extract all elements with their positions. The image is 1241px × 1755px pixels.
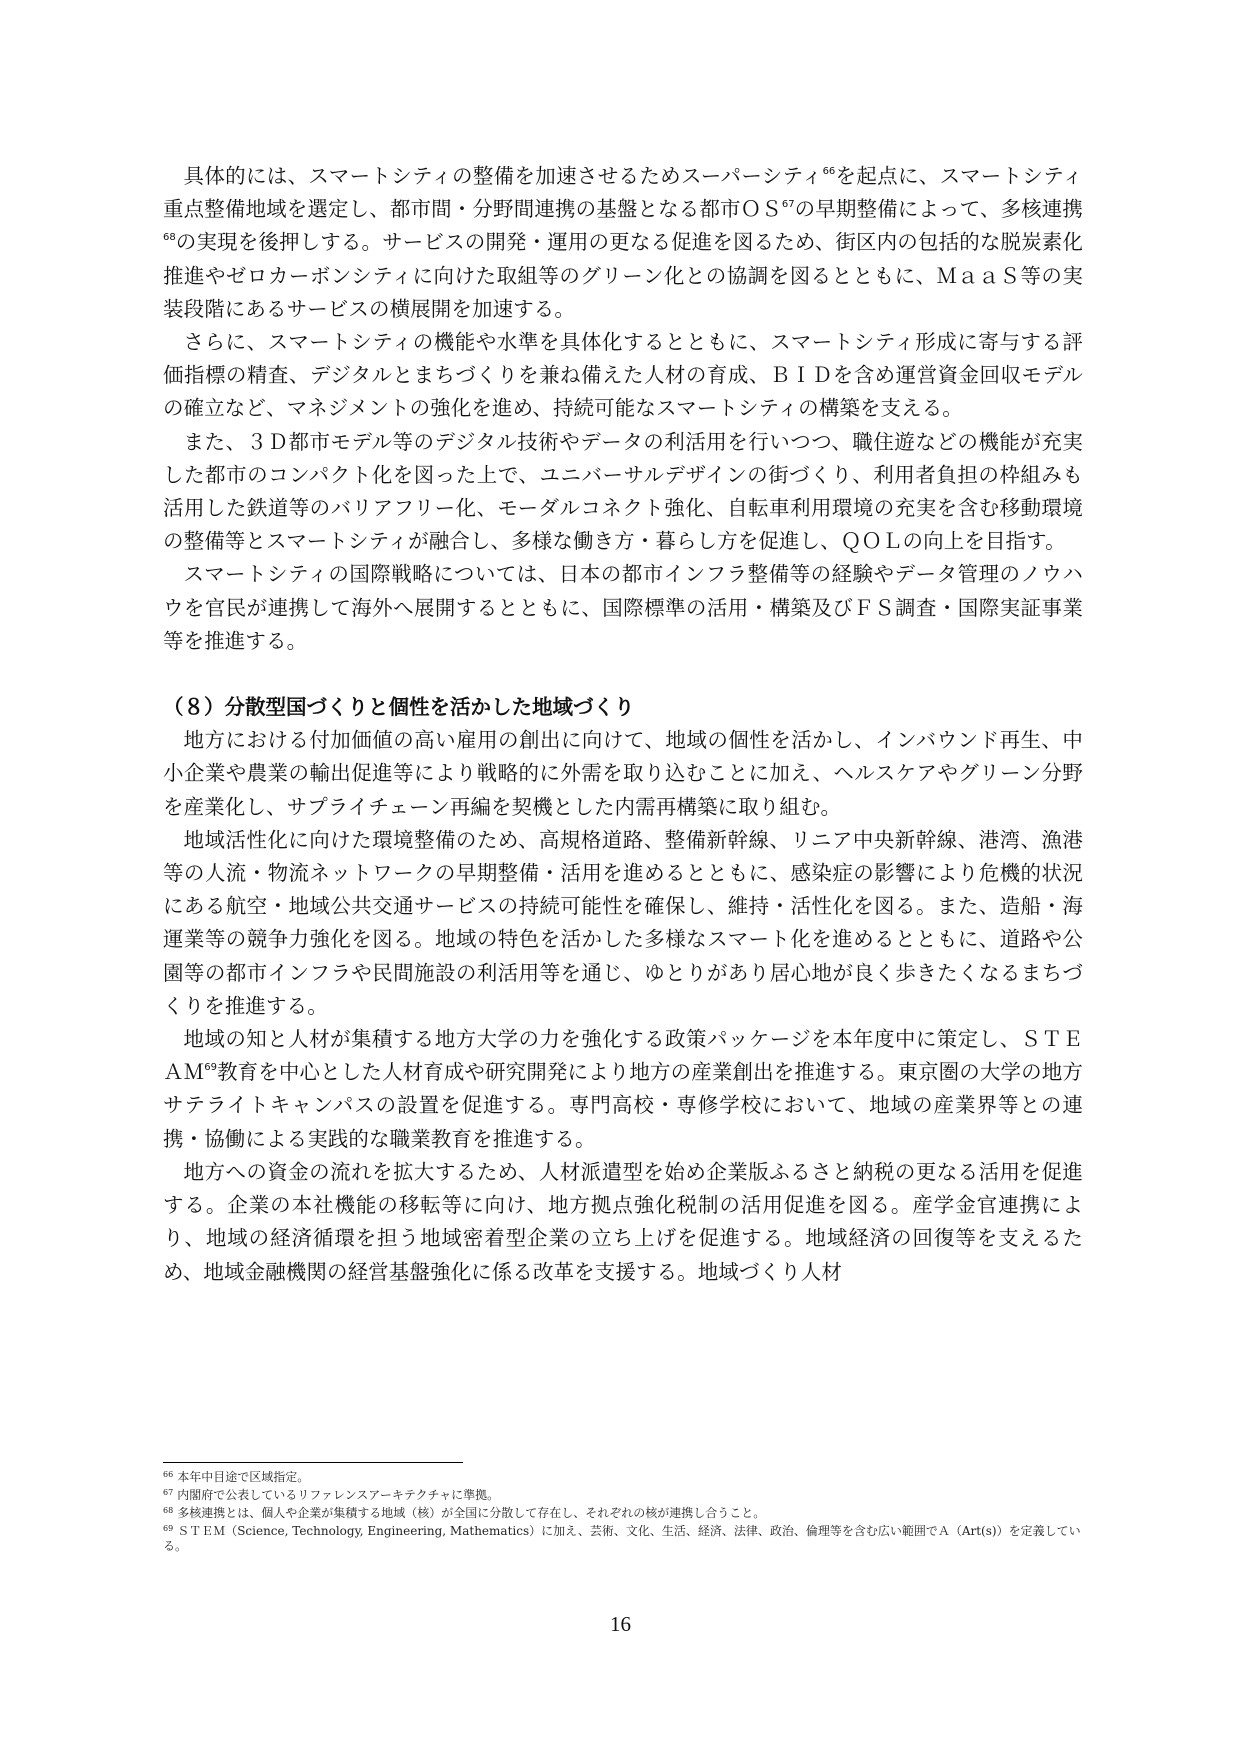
- document-body: [163, 160, 1083, 1289]
- footnote-69: [163, 1521, 1083, 1554]
- footnote-number: 66: [163, 1470, 174, 1479]
- paragraph-regional-funding: 地方への資金の流れを拡大するため、人材派遣型を始め企業版ふるさと納税の更なる活用を促進する。企業の本社機能の移転等に向け、地方拠点強化税制の活用促進を図る。産学金官連携により、地域の経済循環を担う地域密着型企業の立ち上げを促進する。地域経済の回復等を支えるため、地域金融機関の経営基盤強化に係る改革を支援する。地域づくり人材: [163, 1159, 1084, 1284]
- footnote-67: [163, 1485, 1083, 1503]
- paragraph-text: 教育を中心とした人材育成や研究開発により地方の産業創出を推進する。東京圏の大学の地方サテライトキャンパスの設置を促進する。専門高校・専修学校において、地域の産業界等との連携・協働による実践的な職業教育を推進する。: [163, 1060, 1084, 1151]
- footnote-divider: [163, 1462, 463, 1463]
- paragraph-text: 地域の知と人材が集積する地方大学の力を強化する政策パッケージを本年度中に策定し、ＳＴＥＡＭ: [163, 1027, 1083, 1085]
- footnote-number: 67: [163, 1488, 174, 1497]
- paragraph-regional-employment: 地方における付加価値の高い雇用の創出に向けて、地域の個性を活かし、インバウンド再生、中小企業や農業の輸出促進等により戦略的に外需を取り込むことに加え、ヘルスケアやグリーン分野を産業化し、サプライチェーン再編を契機とした内需再構築に取り組む。: [163, 728, 1083, 819]
- paragraph-3d-city-model: また、３Ｄ都市モデル等のデジタル技術やデータの利活用を行いつつ、職住遊などの機能が充実した都市のコンパクト化を図った上で、ユニバーサルデザインの街づくり、利用者負担の枠組みも活用した鉄道等のバリアフリー化、モーダルコネクト強化、自転車利用環境の充実を含む移動環境の整備等とスマートシティが融合し、多様な働き方・暮らし方を促進し、ＱＯＬの向上を目指す。: [163, 429, 1083, 554]
- paragraph-text: 具体的には、スマートシティの整備を加速させるためスーパーシティ: [183, 164, 823, 188]
- footnote-ref-69[interactable]: 69: [204, 1062, 217, 1074]
- paragraph-smart-city-overview: [163, 160, 1083, 326]
- footnote-text: 多核連携とは、個人や企業が集積する地域（核）が全国に分散して存在し、それぞれの核が連携し合うこと。: [177, 1506, 766, 1520]
- footnote-number: 69: [163, 1524, 174, 1533]
- paragraph-text: の早期整備によって、多核連携: [794, 197, 1084, 222]
- paragraph-text: の実現を後押しする。サービスの開発・運用の更なる促進を図るため、街区内の包括的な脱炭素化推進やゼロカーボンシティに向けた取組等のグリーン化との協調を図るとともに、ＭａａＳ等の実装段階にあるサービスの横展開を加速する。: [163, 230, 1083, 321]
- footnote-66: [163, 1467, 1083, 1485]
- section-heading: （８）分散型国づくりと個性を活かした地域づくり: [163, 695, 635, 720]
- paragraph-text: を起点に、スマートシティ重点整備地域を選定し、都市間・分野間連携の基盤となる都市ＯＳ: [163, 164, 1084, 222]
- footnote-68: [163, 1503, 1083, 1521]
- footnote-ref-66[interactable]: 66: [822, 166, 836, 177]
- paragraph-smart-city-management: さらに、スマートシティの機能や水準を具体化するとともに、スマートシティ形成に寄与する評価指標の精査、デジタルとまちづくりを兼ね備えた人材の育成、ＢＩＤを含め運営資金回収モデルの確立など、マネジメントの強化を進め、持続可能なスマートシティの構築を支える。: [163, 330, 1083, 421]
- footnote-text: 内閣府で公表しているリファレンスアーキテクチャに準拠。: [177, 1488, 500, 1502]
- footnote-number: 68: [163, 1506, 174, 1515]
- paragraph-regional-universities: [163, 1023, 1083, 1156]
- paragraph-regional-infrastructure: 地域活性化に向けた環境整備のため、高規格道路、整備新幹線、リニア中央新幹線、港湾、漁港等の人流・物流ネットワークの早期整備・活用を進めるとともに、感染症の影響により危機的状況にある航空・地域公共交通サービスの持続可能性を確保し、維持・活性化を図る。また、造船・海運業等の競争力強化を図る。地域の特色を活かした多様なスマート化を進めるとともに、道路や公園等の都市インフラや民間施設の利活用等を通じ、ゆとりがあり居心地が良く歩きたくなるまちづくりを推進する。: [163, 827, 1083, 1018]
- page-number: 16: [610, 1612, 631, 1636]
- paragraph-international-strategy: スマートシティの国際戦略については、日本の都市インフラ整備等の経験やデータ管理のノウハウを官民が連携して海外へ展開するとともに、国際標準の活用・構築及びＦＳ調査・国際実証事業等を推進する。: [163, 562, 1083, 653]
- footnote-ref-68[interactable]: 68: [163, 232, 176, 244]
- footnote-ref-67[interactable]: 67: [781, 199, 795, 211]
- footnote-text: 本年中目途で区域指定。: [177, 1470, 310, 1484]
- footnote-text: ＳＴＥＭ（Science, Technology, Engineering, Mathematics）に加え、芸術、文化、生活、経済、法律、政治、倫理等を含む広い範囲でＡ（Art(s)）を定義している。: [163, 1524, 1081, 1553]
- footnotes: [163, 1467, 1083, 1554]
